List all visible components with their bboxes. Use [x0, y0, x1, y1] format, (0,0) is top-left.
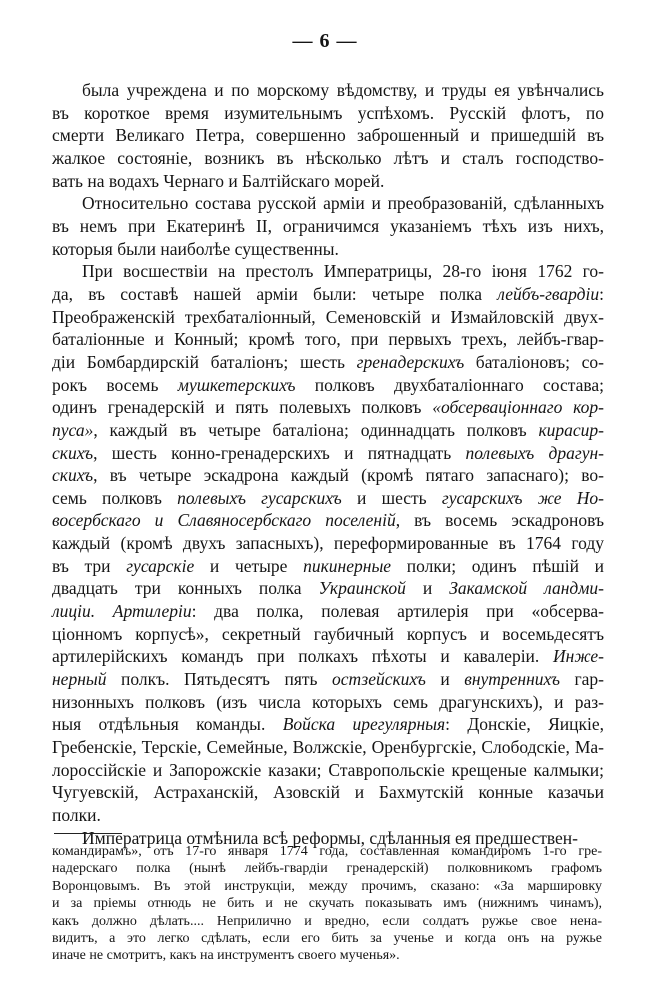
- italic-text: нерный: [52, 669, 107, 690]
- text-line: [52, 419, 604, 442]
- italic-text: гусарскихъ же Но-: [441, 487, 604, 508]
- text-line: [52, 781, 604, 804]
- text-segment: и: [405, 578, 450, 599]
- text-segment: и шесть: [341, 487, 442, 508]
- text-line: [52, 555, 604, 578]
- text-line: [52, 374, 604, 397]
- text-line: [52, 509, 604, 532]
- text-segment: семь полковъ: [52, 487, 178, 508]
- italic-text: полевыхъ драгун-: [465, 442, 604, 463]
- main-text: [52, 79, 604, 849]
- italic-text: пикинерные: [303, 555, 392, 576]
- text-segment: діи Бомбардирскій баталіонъ; шесть: [52, 351, 357, 372]
- text-line: [52, 532, 604, 555]
- text-line: [52, 102, 604, 125]
- text-segment: ціонномъ корпусѣ», секретный гаубичный корпусъ и восемьдесятъ: [52, 623, 604, 644]
- text-segment: ныя отдѣльныя команды.: [52, 714, 283, 735]
- text-segment: Императрица отмѣнила всѣ реформы, сдѣланныя ея предшествен-: [82, 827, 578, 848]
- text-segment: одинъ гренадерскій и пять полевыхъ полковъ: [52, 397, 433, 418]
- text-line: [52, 487, 604, 510]
- text-line: [52, 192, 604, 215]
- text-segment: полки.: [52, 805, 101, 825]
- italic-text: остзейскихъ: [332, 669, 426, 690]
- italic-text: мушкетерскихъ: [177, 374, 296, 395]
- footnote-line: и за пріемы отнюдь не бить и не скучать показывать имъ (нижнимъ чинамъ),: [52, 896, 602, 912]
- text-segment: вать на водахъ Чернаго и Балтійскаго морей.: [52, 170, 385, 191]
- text-segment: Относительно состава русской арміи и преобразованій, сдѣланныхъ: [82, 193, 604, 214]
- text-segment: полки; одинъ пѣшій и: [391, 555, 604, 576]
- text-line: [52, 577, 604, 600]
- text-line: [52, 645, 604, 668]
- text-segment: , въ восемь эскадроновъ: [395, 510, 604, 531]
- italic-text: внутреннихъ: [464, 669, 560, 690]
- text-segment: артилерійскихъ командъ при полкахъ пѣхоты и кавалеріи.: [52, 646, 554, 667]
- text-segment: въ короткое время изумительнымъ успѣхомъ. Русскій флотъ, по: [52, 102, 604, 123]
- text-line: [52, 147, 604, 170]
- text-segment: и: [425, 669, 465, 690]
- text-segment: и четыре: [194, 555, 304, 576]
- text-line: [52, 79, 604, 102]
- text-segment: : два полка, полевая артилерія при «обсерва-: [191, 601, 604, 622]
- text-segment: жалкое состояніе, возникъ въ нѣсколько лѣтъ и сталъ господство-: [52, 147, 604, 168]
- text-line: [52, 351, 604, 374]
- text-segment: Чугуевскій, Астраханскій, Азовскій и Бахмутскій конные казачьи: [52, 782, 604, 803]
- text-segment: баталіонные и Конный; кромѣ того, при первыхъ трехъ, лейбъ-гвар-: [52, 329, 604, 350]
- text-line: [52, 260, 604, 283]
- text-line: [52, 442, 604, 465]
- text-segment: смерти Великаго Петра, совершенно заброшенный и пришедшій въ: [52, 125, 604, 146]
- text-line: [52, 736, 604, 759]
- text-segment: баталіоновъ; со-: [464, 351, 604, 372]
- text-line: [52, 713, 604, 736]
- text-line: [52, 306, 604, 329]
- text-segment: :: [599, 283, 604, 304]
- text-line: [52, 804, 604, 827]
- text-segment: рокъ восемь: [52, 374, 178, 395]
- paragraph: [52, 192, 604, 260]
- footnote-line: иначе не смотритъ, какъ на инструментъ своего мученья».: [52, 948, 400, 964]
- text-segment: , въ четыре эскадрона каждый (кромѣ пятаго запаснаго); во-: [93, 465, 604, 486]
- footnote-line: какъ должно дѣлать.... Неприлично и вредно, если солдатъ ружье свое нена-: [52, 913, 602, 929]
- text-line: [52, 464, 604, 487]
- italic-text: Украинской: [318, 578, 406, 599]
- text-segment: каждый (кромѣ двухъ запасныхъ), переформированные въ 1764 году: [52, 533, 604, 554]
- text-segment: полковъ двухбаталіоннаго состава;: [295, 374, 604, 395]
- text-line: [52, 759, 604, 782]
- text-segment: При восшествіи на престолъ Императрицы, 28-го іюня 1762 го-: [82, 261, 604, 282]
- italic-text: гусарскіе: [126, 555, 195, 576]
- italic-text: Войска ирегулярныя: [282, 714, 446, 735]
- text-line: [52, 215, 604, 238]
- footnote-line: видитъ, а это легко сдѣлать, если его бить за ученье и когда онъ на ружье: [52, 931, 602, 947]
- footnote-line: командирамъ», отъ 17-го января 1774 года, составленная командиромъ 1-го гре-: [52, 844, 602, 859]
- footnote-divider: [54, 833, 122, 834]
- text-segment: : Донскіе, Яицкіе,: [445, 714, 604, 735]
- text-segment: двадцать три конныхъ полка: [52, 578, 319, 599]
- italic-text: пуса»: [52, 419, 94, 440]
- text-line: [52, 283, 604, 306]
- italic-text: восербскаго и Славяносербскаго поселеній: [52, 510, 396, 531]
- text-segment: , каждый въ четыре баталіона; одиннадцать полковъ: [93, 419, 539, 440]
- text-line: [52, 170, 604, 193]
- italic-text: скихъ: [52, 442, 94, 463]
- text-line: [52, 691, 604, 714]
- italic-text: лиціи. Артилеріи: [52, 601, 192, 622]
- text-line: [52, 124, 604, 147]
- text-line: [52, 396, 604, 419]
- text-segment: была учреждена и по морскому вѣдомству, и труды ея увѣнчались: [82, 80, 604, 100]
- paragraph: [52, 260, 604, 826]
- italic-text: гренадерскихъ: [356, 351, 465, 372]
- italic-text: «обсерваціоннаго кор-: [432, 397, 604, 418]
- text-segment: гар-: [559, 669, 604, 690]
- italic-text: полевыхъ гусарскихъ: [177, 487, 342, 508]
- text-line: [52, 623, 604, 646]
- italic-text: скихъ: [52, 465, 94, 486]
- text-segment: которыя были наиболѣе существенны.: [52, 238, 339, 259]
- text-line: [52, 668, 604, 691]
- italic-text: кирасир-: [538, 419, 604, 440]
- text-segment: Гребенскіе, Терскіе, Семейные, Волжскіе, Оренбургскіе, Слободскіе, Ма-: [52, 737, 604, 758]
- text-segment: полкъ. Пятьдесятъ пять: [106, 669, 333, 690]
- text-line: [52, 238, 604, 261]
- italic-text: Закамской ландми-: [449, 578, 604, 599]
- italic-text: лейбъ-гвардіи: [497, 283, 600, 304]
- text-line: [52, 328, 604, 351]
- text-segment: да, въ составѣ нашей арміи были: четыре полка: [52, 283, 498, 304]
- footnote-line: Воронцовымъ. Въ этой инструкціи, между прочимъ, сказано: «За маршировку: [52, 878, 602, 894]
- text-segment: низонныхъ полковъ (изъ числа которыхъ семь драгунскихъ), и раз-: [52, 691, 604, 712]
- text-segment: Преображенскій трехбаталіонный, Семеновскій и Измайловскій двух-: [52, 306, 604, 327]
- text-segment: лороссійскіе и Запорожскіе казаки; Ставропольскіе крещеные калмыки;: [52, 759, 604, 780]
- footnote-line: надерскаго полка (нынѣ лейбъ-гвардіи гренадерскій) полковникомъ графомъ: [52, 861, 602, 877]
- text-line: [52, 600, 604, 623]
- text-segment: въ три: [52, 555, 127, 576]
- paragraph: [52, 79, 604, 192]
- footnote: [52, 843, 602, 965]
- italic-text: Инже-: [553, 646, 604, 667]
- page-number: — 6 —: [292, 30, 358, 52]
- text-segment: , шесть конно-гренадерскихъ и пятнадцать: [93, 442, 466, 463]
- text-segment: въ немъ при Екатеринѣ II, ограничимся указаніемъ тѣхъ изъ нихъ,: [52, 215, 604, 236]
